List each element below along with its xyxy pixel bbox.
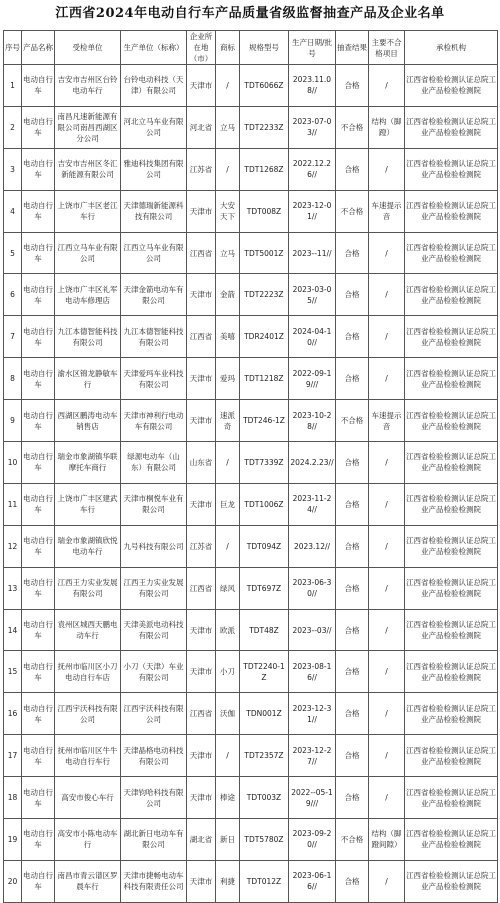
cell-model: TDT003Z [240, 777, 289, 819]
cell-model: TDT48Z [240, 609, 289, 651]
table-header-row [4, 31, 498, 65]
cell-location: 天津市 [187, 609, 216, 651]
cell-defect: 车速提示音 [369, 400, 405, 442]
cell-model: TDT094Z [240, 525, 289, 567]
cell-agency: 江西省检验检测认证总院工业产品检验检测院 [405, 190, 498, 232]
cell-product: 电动自行车 [22, 651, 55, 693]
cell-producer: 台铃电动科技（天津）有限公司 [121, 65, 187, 107]
table-row [4, 860, 498, 902]
cell-result: 合格 [336, 358, 369, 400]
cell-product: 电动自行车 [22, 735, 55, 777]
cell-seq: 1 [4, 65, 22, 107]
cell-brand: 沃伽 [216, 693, 240, 735]
cell-seq: 20 [4, 860, 22, 902]
cell-location: 江西省 [187, 693, 216, 735]
cell-location: 天津市 [187, 65, 216, 107]
header-product: 产品名称 [22, 31, 55, 65]
cell-agency: 江西省检验检测认证总院工业产品检验检测院 [405, 316, 498, 358]
cell-result: 合格 [336, 860, 369, 902]
cell-product: 电动自行车 [22, 609, 55, 651]
cell-seq: 7 [4, 316, 22, 358]
cell-model: TDT2357Z [240, 735, 289, 777]
cell-batch: 2023--03// [289, 609, 336, 651]
cell-location: 河北省 [187, 106, 216, 148]
cell-brand: 美嘻 [216, 316, 240, 358]
cell-inspected-unit: 渝水区锦龙静敏车行 [55, 358, 121, 400]
cell-agency: 江西省检验检测认证总院工业产品检验检测院 [405, 106, 498, 148]
cell-result: 合格 [336, 148, 369, 190]
header-brand: 商标 [216, 31, 240, 65]
cell-result: 合格 [336, 651, 369, 693]
table-row [4, 190, 498, 232]
cell-product: 电动自行车 [22, 316, 55, 358]
cell-model: TDT2223Z [240, 274, 289, 316]
cell-batch: 2022--05-19/// [289, 777, 336, 819]
table-row [4, 777, 498, 819]
cell-seq: 4 [4, 190, 22, 232]
cell-model: TDT1218Z [240, 358, 289, 400]
cell-brand: 爱玛 [216, 358, 240, 400]
cell-agency: 江西省检验检测认证总院工业产品检验检测院 [405, 65, 498, 107]
cell-inspected-unit: 袁州区城西天鹏电动车行 [55, 609, 121, 651]
cell-defect: / [369, 358, 405, 400]
cell-seq: 9 [4, 400, 22, 442]
cell-seq: 2 [4, 106, 22, 148]
cell-inspected-unit: 江西立马车业有限公司 [55, 232, 121, 274]
cell-seq: 8 [4, 358, 22, 400]
cell-location: 天津市 [187, 777, 216, 819]
cell-brand: 金箭 [216, 274, 240, 316]
table-row [4, 274, 498, 316]
cell-defect: / [369, 693, 405, 735]
cell-brand: / [216, 525, 240, 567]
cell-producer: 九江本德智能科技有限公司 [121, 316, 187, 358]
cell-seq: 5 [4, 232, 22, 274]
cell-inspected-unit: 南昌凡速新能源有限公司南昌西湖区分公司 [55, 106, 121, 148]
cell-agency: 江西省检验检测认证总院工业产品检验检测院 [405, 274, 498, 316]
cell-location: 天津市 [187, 274, 216, 316]
cell-model: TDN001Z [240, 693, 289, 735]
cell-seq: 15 [4, 651, 22, 693]
cell-model: TDT5780Z [240, 819, 289, 861]
table-row [4, 442, 498, 484]
cell-batch: 2023-09-20// [289, 819, 336, 861]
cell-product: 电动自行车 [22, 400, 55, 442]
cell-model: TDT012Z [240, 860, 289, 902]
cell-batch: 2023-12-01// [289, 190, 336, 232]
cell-brand: 利捷 [216, 860, 240, 902]
header-agency: 承检机构 [405, 31, 498, 65]
cell-result: 不合格 [336, 819, 369, 861]
cell-seq: 17 [4, 735, 22, 777]
cell-brand: 巨龙 [216, 483, 240, 525]
cell-defect: 结构（脚蹬） [369, 106, 405, 148]
cell-location: 江西省 [187, 316, 216, 358]
cell-brand: / [216, 442, 240, 484]
cell-inspected-unit: 瑞金市象湖镇华联摩托车商行 [55, 442, 121, 484]
cell-product: 电动自行车 [22, 232, 55, 274]
cell-batch: 2023-06-16// [289, 860, 336, 902]
cell-location: 天津市 [187, 400, 216, 442]
cell-result: 合格 [336, 274, 369, 316]
cell-model: TDT246-1Z [240, 400, 289, 442]
cell-producer: 天津市捷畅电动车科技有限责任公司 [121, 860, 187, 902]
cell-brand: 绿风 [216, 567, 240, 609]
cell-location: 江西省 [187, 567, 216, 609]
cell-producer: 天津钧哈科技有限公司 [121, 777, 187, 819]
cell-producer: 天津晶格电动科技有限公司 [121, 735, 187, 777]
cell-producer: 河北立马车业有限公司 [121, 106, 187, 148]
cell-product: 电动自行车 [22, 442, 55, 484]
cell-inspected-unit: 抚州市临川区小刀电动自行车店 [55, 651, 121, 693]
cell-batch: 2023-12-27// [289, 735, 336, 777]
cell-product: 电动自行车 [22, 106, 55, 148]
cell-batch: 2023-06-30// [289, 567, 336, 609]
cell-result: 合格 [336, 65, 369, 107]
cell-batch: 2023-03-05// [289, 274, 336, 316]
cell-model: TDT2240-1Z [240, 651, 289, 693]
cell-model: TDT1006Z [240, 483, 289, 525]
cell-seq: 10 [4, 442, 22, 484]
cell-brand: 立马 [216, 106, 240, 148]
cell-brand: 小刀 [216, 651, 240, 693]
cell-product: 电动自行车 [22, 483, 55, 525]
cell-inspected-unit: 高安市俊心车行 [55, 777, 121, 819]
table-row [4, 819, 498, 861]
cell-location: 江西省 [187, 232, 216, 274]
cell-defect: 结构（脚蹬间隙） [369, 819, 405, 861]
cell-location: 天津市 [187, 358, 216, 400]
cell-brand: 棒途 [216, 777, 240, 819]
cell-agency: 江西省检验检测认证总院工业产品检验检测院 [405, 735, 498, 777]
cell-producer: 绿源电动车（山东）有限公司 [121, 442, 187, 484]
cell-product: 电动自行车 [22, 358, 55, 400]
table-body [4, 65, 498, 903]
cell-result: 不合格 [336, 190, 369, 232]
cell-model: TDR2401Z [240, 316, 289, 358]
table-row [4, 232, 498, 274]
cell-agency: 江西省检验检测认证总院工业产品检验检测院 [405, 777, 498, 819]
cell-inspected-unit: 抚州市临川区牛牛电动自行车行 [55, 735, 121, 777]
cell-batch: 2022-09-19/// [289, 358, 336, 400]
cell-seq: 18 [4, 777, 22, 819]
cell-batch: 2024.2.23// [289, 442, 336, 484]
cell-inspected-unit: 吉安市吉州区冬汇新能源有限公司 [55, 148, 121, 190]
table-row [4, 316, 498, 358]
table-row [4, 735, 498, 777]
cell-batch: 2022.12.26// [289, 148, 336, 190]
table-row [4, 693, 498, 735]
cell-location: 天津市 [187, 190, 216, 232]
cell-defect: / [369, 525, 405, 567]
cell-location: 江苏省 [187, 148, 216, 190]
cell-batch: 2023-10-28// [289, 400, 336, 442]
cell-defect: 车速提示音 [369, 190, 405, 232]
cell-result: 合格 [336, 316, 369, 358]
header-location: 企业所在地（市） [187, 31, 216, 65]
cell-product: 电动自行车 [22, 525, 55, 567]
cell-product: 电动自行车 [22, 567, 55, 609]
cell-brand: 立马 [216, 232, 240, 274]
cell-result: 合格 [336, 693, 369, 735]
cell-product: 电动自行车 [22, 819, 55, 861]
cell-inspected-unit: 上饶市广丰区老江车行 [55, 190, 121, 232]
cell-model: TDT5001Z [240, 232, 289, 274]
cell-result: 合格 [336, 777, 369, 819]
cell-inspected-unit: 高安市小陈电动车行 [55, 819, 121, 861]
cell-result: 合格 [336, 609, 369, 651]
cell-seq: 11 [4, 483, 22, 525]
cell-agency: 江西省检验检测认证总院工业产品检验检测院 [405, 567, 498, 609]
cell-result: 合格 [336, 483, 369, 525]
cell-inspected-unit: 瑞金市象湖镇欣悦电动车行 [55, 525, 121, 567]
cell-seq: 16 [4, 693, 22, 735]
cell-location: 天津市 [187, 860, 216, 902]
cell-brand: 速派奇 [216, 400, 240, 442]
cell-producer: 江西王力实业发展有限公司 [121, 567, 187, 609]
cell-agency: 江西省检验检测认证总院工业产品检验检测院 [405, 525, 498, 567]
cell-result: 合格 [336, 567, 369, 609]
cell-batch: 2023--11// [289, 232, 336, 274]
cell-seq: 19 [4, 819, 22, 861]
cell-producer: 江西立马车业有限公司 [121, 232, 187, 274]
cell-result: 不合格 [336, 106, 369, 148]
header-producer: 生产单位（标称） [121, 31, 187, 65]
cell-defect: / [369, 274, 405, 316]
cell-producer: 天津德瑞新能源科技有限公司 [121, 190, 187, 232]
cell-location: 天津市 [187, 483, 216, 525]
cell-seq: 3 [4, 148, 22, 190]
cell-model: TDT008Z [240, 190, 289, 232]
cell-inspected-unit: 上饶市广丰区建武车行 [55, 483, 121, 525]
header-defect: 主要不合格项目 [369, 31, 405, 65]
cell-brand: 新日 [216, 819, 240, 861]
cell-defect: / [369, 651, 405, 693]
table-row [4, 651, 498, 693]
cell-result: 合格 [336, 232, 369, 274]
header-inspected-unit: 受检单位 [55, 31, 121, 65]
cell-agency: 江西省检验检测认证总院工业产品检验检测院 [405, 860, 498, 902]
table-row [4, 400, 498, 442]
cell-inspected-unit: 南昌市青云谱区罗晨车行 [55, 860, 121, 902]
cell-inspected-unit: 吉安市吉州区台铃电动车行 [55, 65, 121, 107]
cell-agency: 江西省检验检测认证总院工业产品检验检测院 [405, 442, 498, 484]
cell-seq: 12 [4, 525, 22, 567]
cell-inspected-unit: 上饶市广丰区礼军电动车修理店 [55, 274, 121, 316]
cell-inspected-unit: 九江本德智能科技有限公司 [55, 316, 121, 358]
cell-producer: 天津市桐悦车业有限公司 [121, 483, 187, 525]
cell-batch: 2023-08-16// [289, 651, 336, 693]
cell-agency: 江西省检验检测认证总院工业产品检验检测院 [405, 400, 498, 442]
cell-model: TDT1268Z [240, 148, 289, 190]
cell-batch: 2023.12// [289, 525, 336, 567]
cell-product: 电动自行车 [22, 860, 55, 902]
cell-batch: 2023-12-31// [289, 693, 336, 735]
cell-product: 电动自行车 [22, 190, 55, 232]
cell-producer: 小刀（天津）车业有限公司 [121, 651, 187, 693]
cell-producer: 天津金箭电动车有限公司 [121, 274, 187, 316]
header-model: 规格型号 [240, 31, 289, 65]
cell-location: 湖北省 [187, 819, 216, 861]
table-row [4, 483, 498, 525]
cell-brand: 欧派 [216, 609, 240, 651]
cell-agency: 江西省检验检测认证总院工业产品检验检测院 [405, 232, 498, 274]
cell-inspected-unit: 江西宇沃科技有限公司 [55, 693, 121, 735]
cell-defect: / [369, 65, 405, 107]
cell-defect: / [369, 777, 405, 819]
table-row [4, 65, 498, 107]
table-row [4, 567, 498, 609]
cell-defect: / [369, 860, 405, 902]
cell-model: TDT697Z [240, 567, 289, 609]
cell-defect: / [369, 567, 405, 609]
cell-product: 电动自行车 [22, 274, 55, 316]
table-row [4, 358, 498, 400]
cell-producer: 雅迪科技集团有限公司 [121, 148, 187, 190]
cell-producer: 天津美派电动科技有限公司 [121, 609, 187, 651]
table-row [4, 148, 498, 190]
cell-agency: 江西省检验检测认证总院工业产品检验检测院 [405, 483, 498, 525]
cell-product: 电动自行车 [22, 693, 55, 735]
cell-defect: / [369, 148, 405, 190]
cell-model: TDT7339Z [240, 442, 289, 484]
cell-seq: 13 [4, 567, 22, 609]
cell-agency: 江西省检验检测认证总院工业产品检验检测院 [405, 609, 498, 651]
cell-agency: 江西省检验检测认证总院工业产品检验检测院 [405, 148, 498, 190]
table-row [4, 525, 498, 567]
sampling-table [3, 30, 498, 903]
page-title: 江西省2024年电动自行车产品质量省级监督抽查产品及企业名单 [55, 6, 445, 21]
cell-producer: 江西宇沃科技有限公司 [121, 693, 187, 735]
cell-producer: 天津市神利行电动车有限公司 [121, 400, 187, 442]
cell-brand: / [216, 65, 240, 107]
cell-producer: 湖北新日电动车有限公司 [121, 819, 187, 861]
header-batch: 生产日期/批号 [289, 31, 336, 65]
cell-batch: 2024-04-10// [289, 316, 336, 358]
cell-model: TDT6066Z [240, 65, 289, 107]
cell-result: 不合格 [336, 400, 369, 442]
cell-seq: 14 [4, 609, 22, 651]
cell-agency: 江西省检验检测认证总院工业产品检验检测院 [405, 358, 498, 400]
header-seq: 序号 [4, 31, 22, 65]
cell-agency: 江西省检验检测认证总院工业产品检验检测院 [405, 693, 498, 735]
header-result: 抽查结果 [336, 31, 369, 65]
cell-product: 电动自行车 [22, 148, 55, 190]
cell-location: 江苏省 [187, 525, 216, 567]
cell-result: 合格 [336, 442, 369, 484]
cell-defect: / [369, 735, 405, 777]
cell-result: 合格 [336, 735, 369, 777]
cell-brand: 大安天下 [216, 190, 240, 232]
cell-seq: 6 [4, 274, 22, 316]
cell-producer: 九号科技有限公司 [121, 525, 187, 567]
cell-result: 合格 [336, 525, 369, 567]
table-row [4, 609, 498, 651]
cell-defect: / [369, 316, 405, 358]
cell-batch: 2023.11.08// [289, 65, 336, 107]
cell-agency: 江西省检验检测认证总院工业产品检验检测院 [405, 819, 498, 861]
cell-location: 天津市 [187, 735, 216, 777]
cell-defect: / [369, 483, 405, 525]
cell-defect: / [369, 442, 405, 484]
cell-defect: / [369, 232, 405, 274]
cell-model: TDT2233Z [240, 106, 289, 148]
cell-batch: 2023-11-24// [289, 483, 336, 525]
cell-brand: / [216, 148, 240, 190]
cell-location: 山东省 [187, 442, 216, 484]
cell-product: 电动自行车 [22, 65, 55, 107]
cell-inspected-unit: 西湖区鹏涛电动车销售店 [55, 400, 121, 442]
cell-producer: 天津爱玛车业科技有限公司 [121, 358, 187, 400]
cell-defect: / [369, 609, 405, 651]
cell-product: 电动自行车 [22, 777, 55, 819]
cell-brand: / [216, 735, 240, 777]
cell-location: 天津市 [187, 651, 216, 693]
cell-batch: 2023-07-03// [289, 106, 336, 148]
cell-agency: 江西省检验检测认证总院工业产品检验检测院 [405, 651, 498, 693]
table-row [4, 106, 498, 148]
cell-inspected-unit: 江西王力实业发展有限公司 [55, 567, 121, 609]
